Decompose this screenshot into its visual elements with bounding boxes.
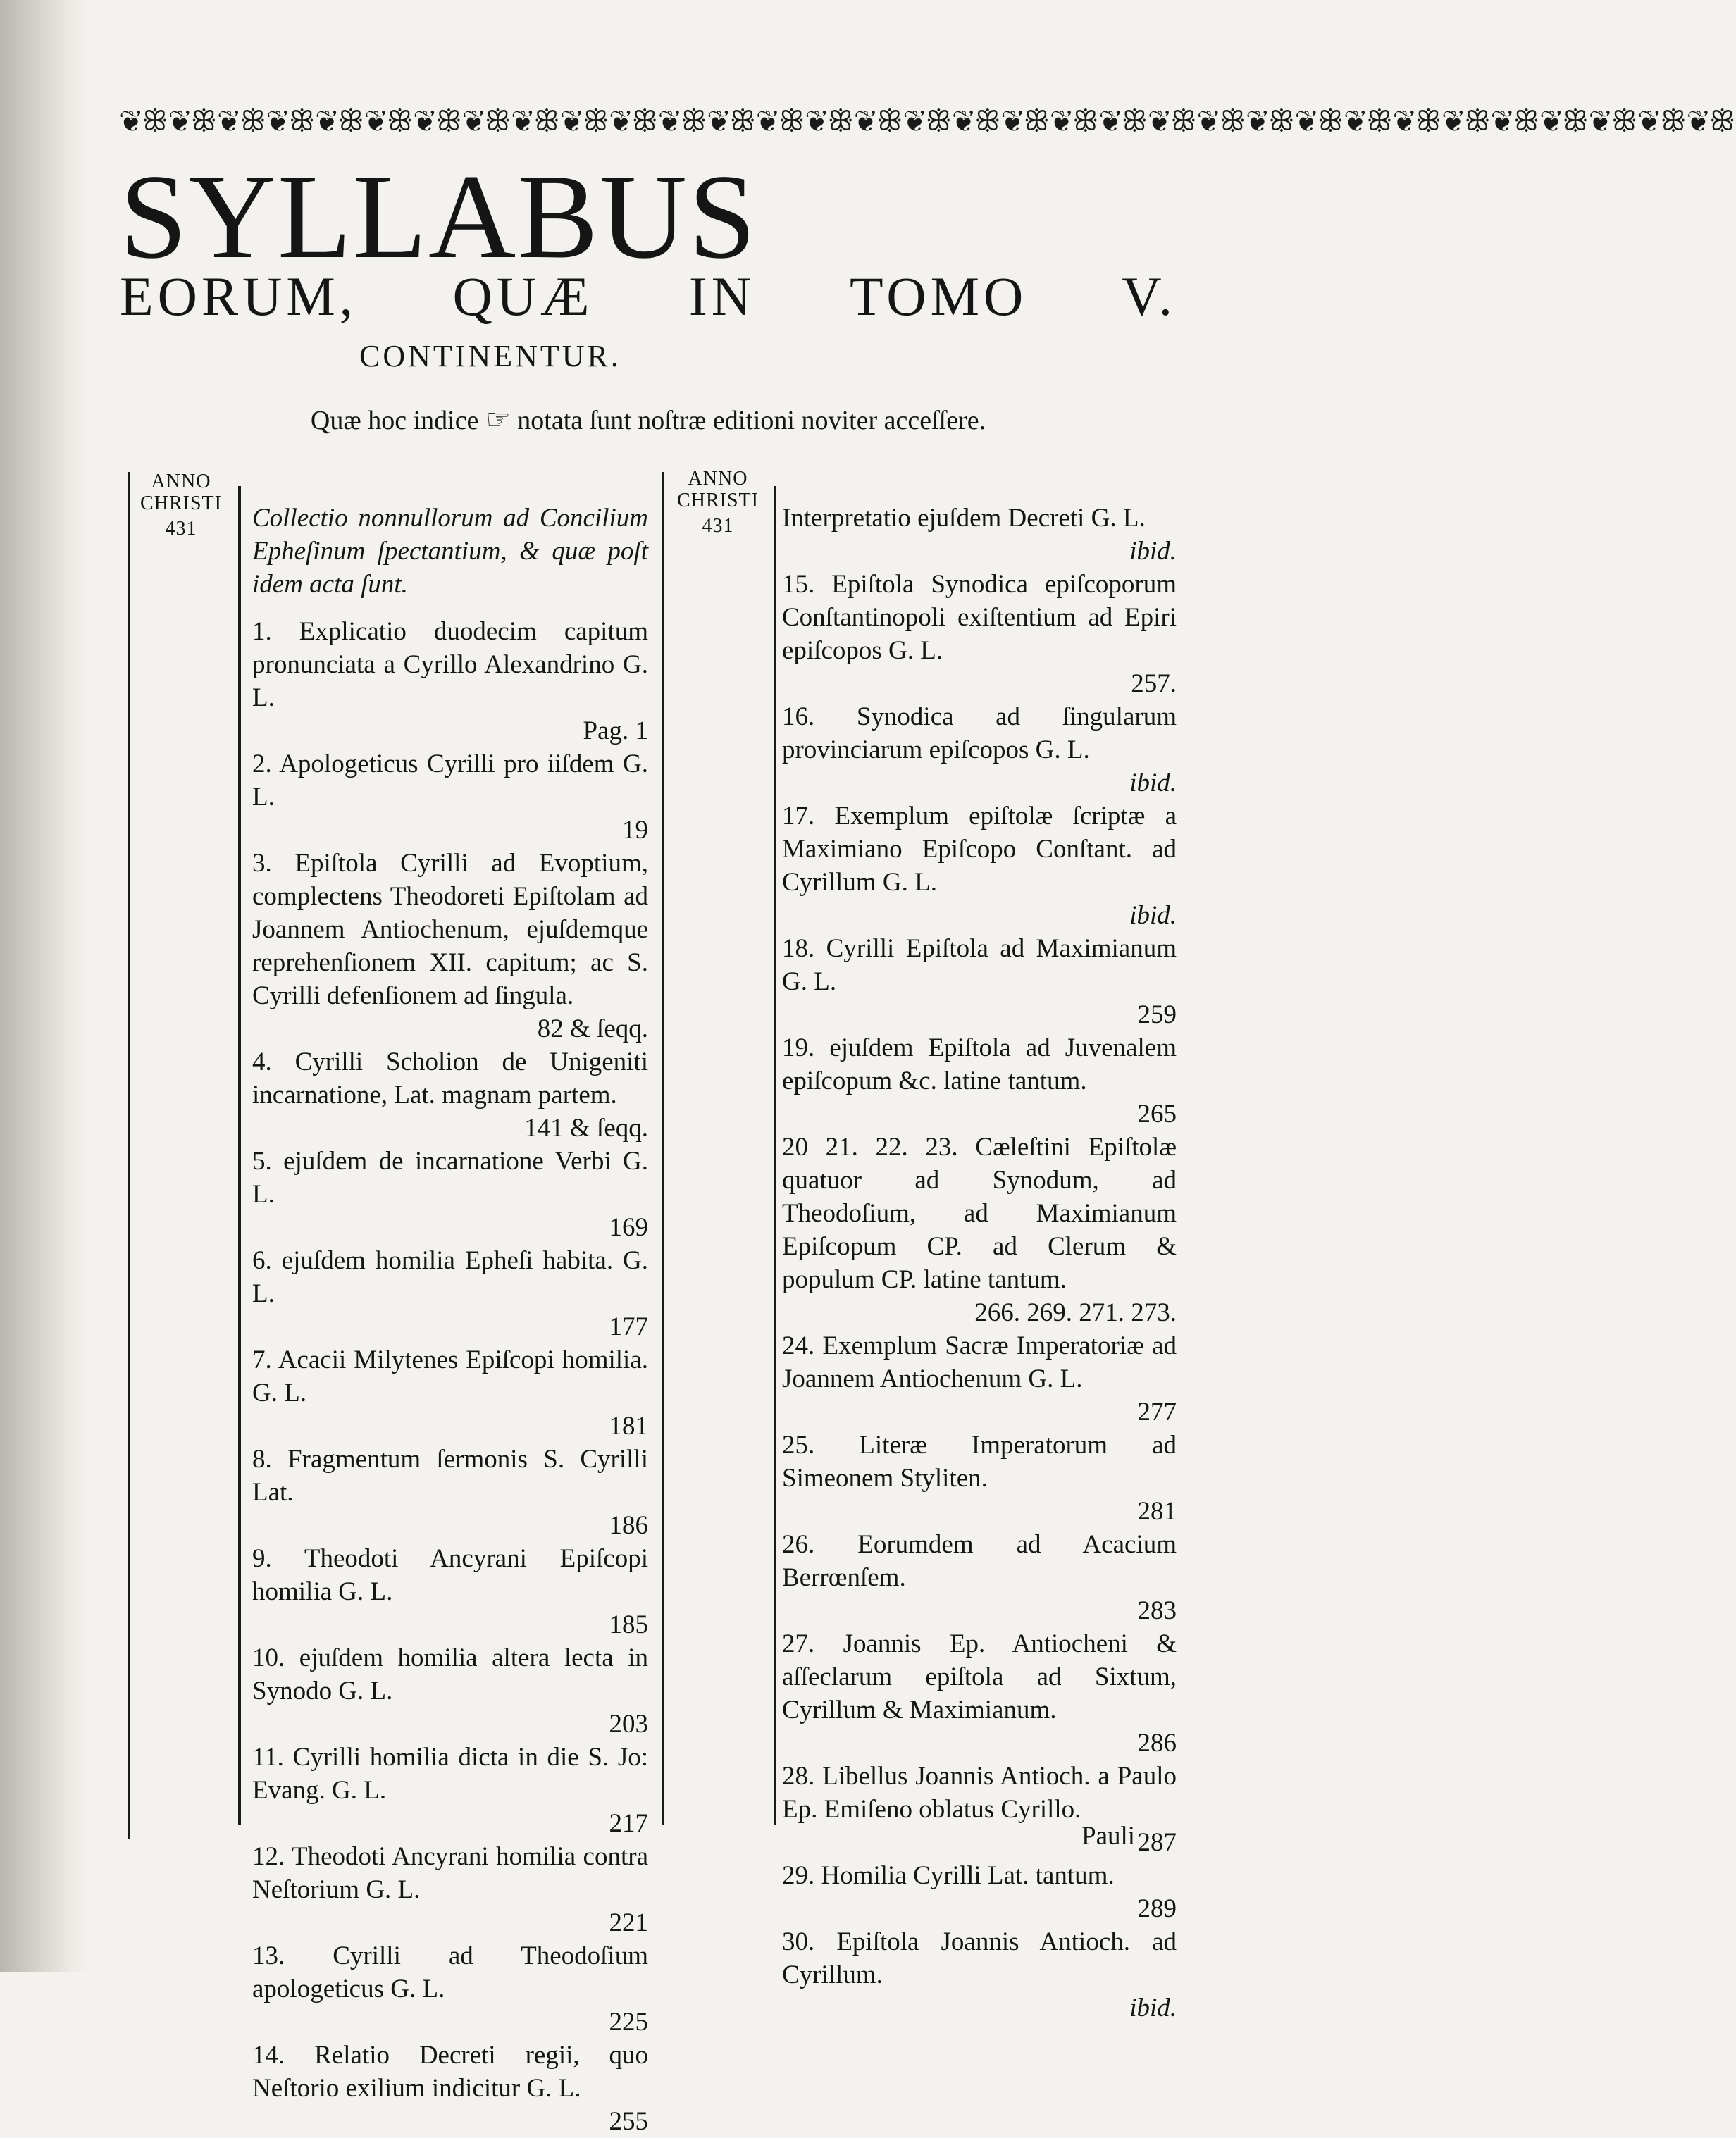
entry-title: 11. Cyrilli homilia dicta in die S. Jo: Evang. G. L. (252, 1743, 648, 1805)
catchword: Pauli (1081, 1822, 1136, 1851)
toc-entry (252, 1443, 648, 1542)
toc-entry (252, 1741, 648, 1840)
book-spine-shadow (0, 0, 92, 1972)
entry-page: 281 (1137, 1497, 1177, 1526)
toc-entry (782, 700, 1177, 800)
page-subtitle: EORUM, QUÆ IN TOMO V. (120, 266, 1177, 327)
left-margin-rule (128, 472, 130, 1839)
entry-title: 14. Relatio Decreti regii, quo Neſtorio exilium indicitur G. L. (252, 2041, 648, 2103)
center-rule (662, 472, 664, 1825)
entry-page: 217 (609, 1809, 648, 1838)
entry-page: ibid. (1129, 769, 1177, 797)
toc-entry (782, 1859, 1177, 1925)
entry-page: ibid. (1129, 537, 1177, 566)
entry-title: 30. Epiſtola Joannis Antioch. ad Cyrillum. (782, 1927, 1177, 1989)
right-year-label (665, 468, 771, 537)
entry-title: Interpretatio ejuſdem Decreti G. L. (782, 504, 1146, 533)
entry-title: 28. Libellus Joannis Antioch. a Paulo Ep. Emiſeno oblatus Cyrillo. (782, 1762, 1177, 1824)
collection-heading: Collectio nonnullorum ad Concilium Epheſinum ſpectantium, & quæ poſt idem acta ſunt. (252, 504, 648, 599)
entry-page: 186 (609, 1511, 648, 1540)
toc-entry (252, 1145, 648, 1244)
entry-title: 17. Exemplum epiſtolæ ſcriptæ a Maximiano Epiſcopo Conſtant. ad Cyrillum G. L. (782, 802, 1177, 897)
entry-title: 24. Exemplum Sacræ Imperatoriæ ad Joannem Antiochenum G. L. (782, 1331, 1177, 1393)
entry-page: 257. (1131, 669, 1177, 698)
toc-entry (782, 800, 1177, 932)
toc-entry (252, 1939, 648, 2039)
entry-title: 10. ejuſdem homilia altera lecta in Synodo G. L. (252, 1643, 648, 1705)
entry-page: 169 (609, 1213, 648, 1242)
toc-entry (782, 568, 1177, 700)
edition-notice (211, 403, 1085, 437)
entry-title: 9. Theodoti Ancyrani Epiſcopi homilia G. L. (252, 1544, 648, 1606)
entry-page: 181 (609, 1412, 648, 1441)
right-column (782, 502, 1177, 2025)
continentur-line: CONTINENTUR. (359, 339, 621, 373)
toc-entry (252, 1840, 648, 1939)
christi-label: CHRISTI (140, 492, 222, 515)
entry-title: 19. ejuſdem Epiſtola ad Juvenalem epiſcopum &c. latine tantum. (782, 1033, 1177, 1095)
toc-entry (782, 1627, 1177, 1760)
entry-page: Pag. 1 (583, 716, 648, 745)
entry-title: 7. Acacii Milytenes Epiſcopi homilia. G. L. (252, 1345, 648, 1407)
entry-page: 287 (1137, 1828, 1177, 1857)
entry-title: 26. Eorumdem ad Acacium Berrœnſem. (782, 1530, 1177, 1592)
entry-title: 29. Homilia Cyrilli Lat. tantum. (782, 1861, 1115, 1890)
entry-page: 286 (1137, 1729, 1177, 1758)
page-title: SYLLABUS (120, 150, 757, 284)
entry-page: 177 (609, 1312, 648, 1341)
entry-page: 225 (609, 2008, 648, 2037)
entry-page: 82 & ſeqq. (537, 1014, 648, 1043)
entry-page: 185 (609, 1610, 648, 1639)
toc-entry (782, 1329, 1177, 1429)
toc-entry (782, 1528, 1177, 1627)
entry-page: 289 (1137, 1894, 1177, 1923)
toc-entry (252, 1641, 648, 1741)
entry-title: 5. ejuſdem de incarnatione Verbi G. L. (252, 1147, 648, 1209)
entry-title: 13. Cyrilli ad Theodoſium apologeticus G. L. (252, 1941, 648, 2003)
toc-entry (252, 2039, 648, 2138)
left-column-rule (238, 486, 241, 1825)
entry-page: 266. 269. 271. 273. (974, 1298, 1177, 1327)
toc-entry (252, 847, 648, 1045)
christi-label: CHRISTI (677, 490, 759, 512)
notice-text-after: notata ſunt noſtræ editioni noviter acceſſere. (517, 406, 986, 435)
anno-label: ANNO (688, 468, 748, 490)
entry-title: 27. Joannis Ep. Antiocheni & aſſeclarum epiſtola ad Sixtum, Cyrillum & Maximianum. (782, 1629, 1177, 1724)
entry-page: 283 (1137, 1596, 1177, 1625)
pointing-hand-icon: ☞ (485, 404, 511, 436)
toc-entry (252, 1542, 648, 1641)
entry-title: 16. Synodica ad ſingularum provinciarum epiſcopos G. L. (782, 702, 1177, 764)
anno-label: ANNO (151, 471, 211, 492)
toc-entry (252, 1343, 648, 1443)
toc-entry (782, 1925, 1177, 2025)
entry-page: 19 (622, 816, 648, 845)
entry-page: 255 (609, 2107, 648, 2136)
entry-title: 8. Fragmentum ſermonis S. Cyrilli Lat. (252, 1445, 648, 1507)
left-column (252, 502, 648, 2138)
entry-title: 15. Epiſtola Synodica epiſcoporum Conſtantinopoli exiſtentium ad Epiri epiſcopos G. L. (782, 570, 1177, 665)
entry-page: 221 (609, 1908, 648, 1937)
year-value: 431 (702, 514, 734, 537)
toc-entry (252, 615, 648, 747)
toc-entry (782, 1131, 1177, 1329)
entry-page: 265 (1137, 1100, 1177, 1129)
entry-page: 141 & ſeqq. (524, 1114, 648, 1143)
entry-page: 203 (609, 1710, 648, 1739)
entry-title: 2. Apologeticus Cyrilli pro iiſdem G. L. (252, 750, 648, 812)
toc-entry (782, 1031, 1177, 1131)
entry-title: 12. Theodoti Ancyrani homilia contra Neſtorium G. L. (252, 1842, 648, 1904)
toc-entry (252, 1045, 648, 1145)
entry-page: 259 (1137, 1000, 1177, 1029)
right-column-rule (774, 486, 776, 1825)
year-value: 431 (165, 517, 197, 540)
entry-title: 4. Cyrilli Scholion de Unigeniti incarnatione, Lat. magnam partem. (252, 1048, 648, 1110)
toc-entry (782, 502, 1177, 568)
ornamental-border: ❦ꕥ❦ꕥ❦ꕥ❦ꕥ❦ꕥ❦ꕥ❦ꕥ❦ꕥ❦ꕥ❦ꕥ❦ꕥ❦ꕥ❦ꕥ❦ꕥ❦ꕥ❦ꕥ❦ꕥ❦ꕥ❦ꕥ❦ꕥ❦ꕥ❦ꕥ❦ꕥ❦ꕥ❦ꕥ❦ꕥ❦ꕥ❦ꕥ❦ꕥ❦ꕥ❦ꕥ❦ꕥ❦ꕥ (120, 105, 1736, 137)
entry-page: ibid. (1129, 1994, 1177, 2022)
entry-title: 25. Literæ Imperatorum ad Simeonem Styliten. (782, 1431, 1177, 1493)
entry-title: 3. Epiſtola Cyrilli ad Evoptium, complectens Theodoreti Epiſtolam ad Joannem Antiochenum, ejuſdemque reprehenſionem XII. capitum; ac S. Cyrilli defenſionem ad ſingula. (252, 849, 648, 1010)
entry-title: 6. ejuſdem homilia Epheſi habita. G. L. (252, 1246, 648, 1308)
toc-entry (252, 1244, 648, 1343)
left-year-label (128, 471, 234, 540)
toc-entry (252, 747, 648, 847)
toc-entry (782, 932, 1177, 1031)
entry-page: 277 (1137, 1398, 1177, 1427)
entry-title: 1. Explicatio duodecim capitum pronunciata a Cyrillo Alexandrino G. L. (252, 617, 648, 712)
entry-page: ibid. (1129, 901, 1177, 930)
entry-title: 18. Cyrilli Epiſtola ad Maximianum G. L. (782, 934, 1177, 996)
entry-title: 20 21. 22. 23. Cæleſtini Epiſtolæ quatuor ad Synodum, ad Theodoſium, ad Maximianum Epiſcopum CP. ad Clerum & populum CP. latine tantum. (782, 1133, 1177, 1294)
notice-text-before: Quæ hoc indice (310, 406, 479, 435)
toc-entry (782, 1429, 1177, 1528)
